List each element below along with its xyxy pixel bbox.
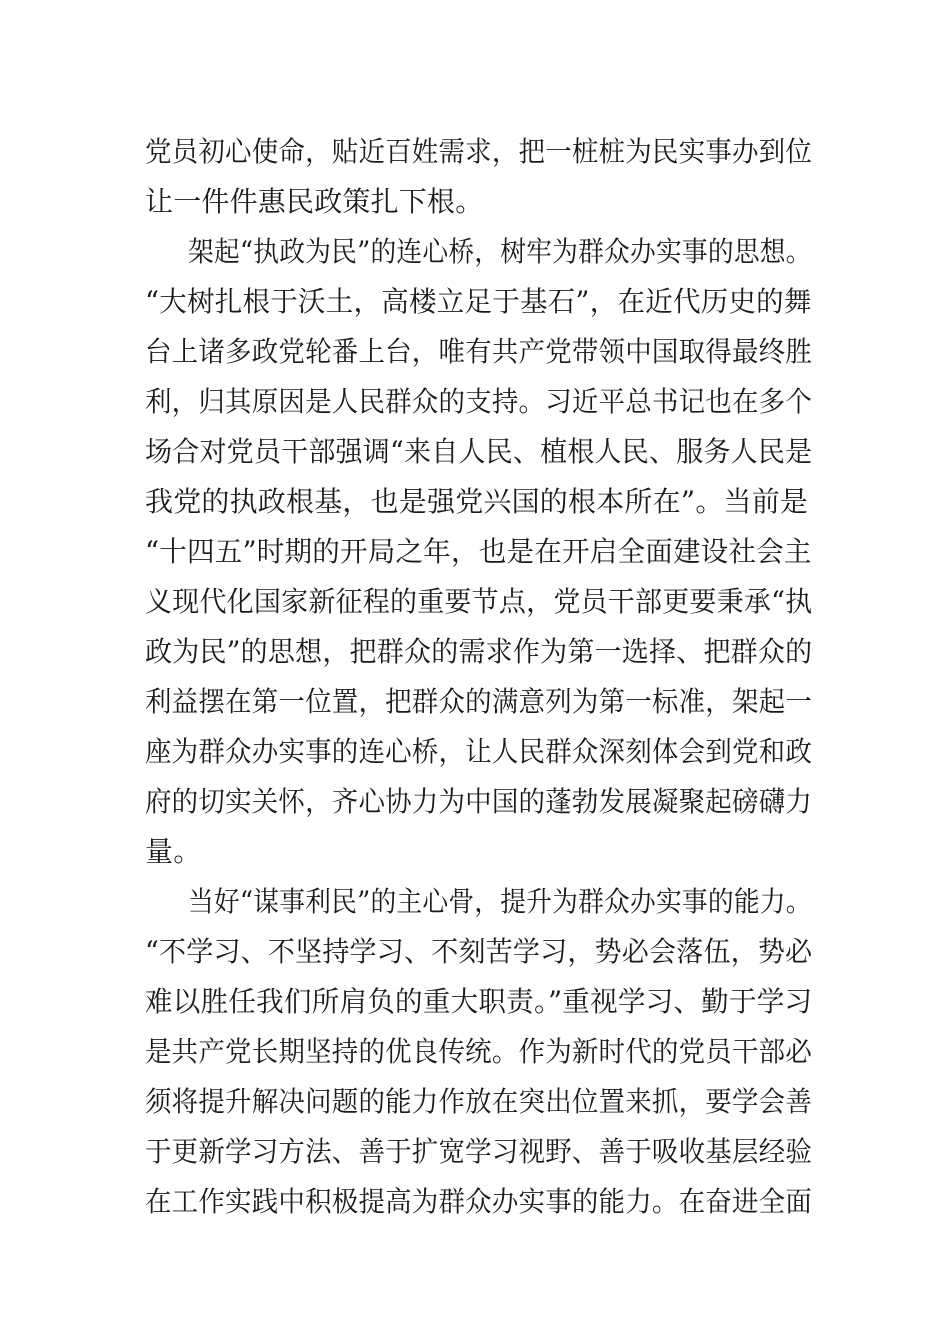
text-line: “不学习、不坚持学习、不刻苦学习，势必会落伍，势必 (145, 935, 813, 968)
text-line: 利益摆在第一位置，把群众的满意列为第一标准，架起一 (145, 685, 813, 718)
paragraph-heading-line: 当好“谋事利民”的主心骨，提升为群众办实事的能力。 (188, 885, 812, 918)
text-line: 利，归其原因是人民群众的支持。习近平总书记也在多个 (145, 385, 813, 418)
text-line: 是共产党长期坚持的优良传统。作为新时代的党员干部必 (145, 1035, 813, 1068)
text-line: 我党的执政根基，也是强党兴国的根本所在”。当前是 (145, 485, 809, 518)
text-line: 台上诸多政党轮番上台，唯有共产党带领中国取得最终胜 (145, 335, 813, 368)
text-line: 须将提升解决问题的能力作放在突出位置来抓，要学会善 (145, 1085, 813, 1118)
text-line: 党员初心使命，贴近百姓需求，把一桩桩为民实事办到位 (145, 135, 813, 168)
text-line: 政为民”的思想，把群众的需求作为第一选择、把群众的 (145, 635, 813, 668)
text-line: “十四五”时期的开局之年，也是在开启全面建设社会主 (145, 535, 812, 568)
text-line: 座为群众办实事的连心桥，让人民群众深刻体会到党和政 (145, 735, 813, 768)
paragraph-heading-line: 架起“执政为民”的连心桥，树牢为群众办实事的思想。 (188, 235, 812, 268)
text-line: 难以胜任我们所肩负的重大职责。”重视学习、勤于学习 (145, 985, 813, 1018)
text-line: 让一件件惠民政策扎下根。 (145, 185, 484, 218)
text-line: 府的切实关怀，齐心协力为中国的蓬勃发展凝聚起磅礴力 (145, 785, 813, 818)
text-line: 场合对党员干部强调“来自人民、植根人民、服务人民是 (145, 435, 813, 468)
text-line: 于更新学习方法、善于扩宽学习视野、善于吸收基层经验 (145, 1135, 813, 1168)
text-line: 义现代化国家新征程的重要节点，党员干部更要秉承“执 (145, 585, 813, 618)
text-line: 在工作实践中积极提高为群众办实事的能力。在奋进全面 (145, 1185, 813, 1218)
text-line: 量。 (145, 835, 202, 868)
text-line: “大树扎根于沃土，高楼立足于基石”，在近代历史的舞 (145, 285, 812, 318)
